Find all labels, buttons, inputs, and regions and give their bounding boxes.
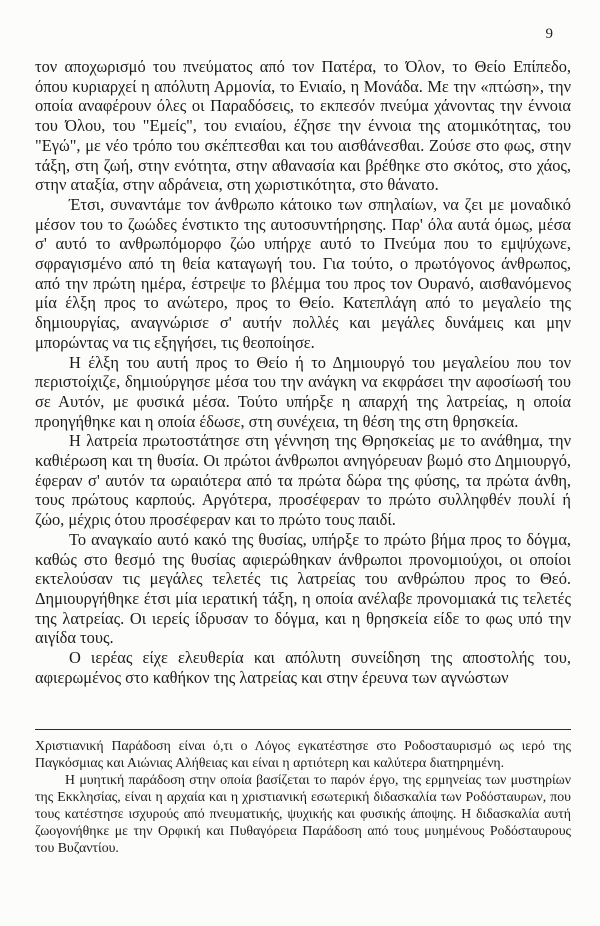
footnote-separator-rule <box>35 729 571 730</box>
body-paragraph: Η λατρεία πρωτοστάτησε στη γέννηση της Θρησκείας με το ανάθημα, την καθιέρωση και τη θυσία. Οι πρώτοι άνθρωποι ανηγόρευαν βωμό στο Δημιουργό, έφεραν σ' αυτόν τα ωραιότερα από τα πρώτα δώρα της φύσης, τα πρώτα άνθη, τους πρώτους καρπούς. Αργότερα, προσέφεραν το πρώτο συλληφθέν πουλί ή ζώο, μέχρις ότου προσέφεραν και το πρώτο τους παιδί. <box>35 431 571 530</box>
page-number: 9 <box>545 26 553 42</box>
footnote-block <box>35 737 571 856</box>
body-paragraph: Έτσι, συναντάμε τον άνθρωπο κάτοικο των σπηλαίων, να ζει με μοναδικό μέσον του το ζωώδες ένστικτο της αυτοσυντήρησης. Παρ' όλα αυτά όμως, μέσα σ' αυτό το ανθρωπόμορφο ζώο υπήρχε αυτό το Πνεύμα που το εμψύχωνε, σφραγισμένο από τη θεία καταγωγή του. Για τούτο, ο πρωτόγονος άνθρωπος, από την πρώτη ημέρα, έστρεψε το βλέμμα του προς τον Ουρανό, αισθανόμενος μία έλξη προς το ανώτερο, προς το Θείο. Κατεπλάγη από το μεγαλείο της δημιουργίας, αναγνώρισε σ' αυτήν πολλές και μεγάλες δυνάμεις και μην μπορώντας να τις εξηγήσει, τις θεοποίησε. <box>35 194 571 352</box>
body-paragraph: Η έλξη του αυτή προς το Θείο ή το Δημιουργό του μεγαλείου που τον περιστοίχιζε, δημιούργησε μέσα του την ανάγκη να εκφράσει την αφοσίωσή του σε Αυτόν, με φυσικά μέσα. Τούτο υπήρξε η απαρχή της λατρείας, η οποία προηγήθηκε και η οποία έδωσε, στη συνέχεια, τη θέση της στη θρησκεία. <box>35 352 571 431</box>
footnote-paragraph-continuation: Χριστιανική Παράδοση είναι ό,τι ο Λόγος εγκατέστησε στο Ροδοσταυρισμό ως ιερό της Παγκόσμιας και Αιώνιας Αλήθειας και είναι η αρτιότερη και καλύτερα διατηρημένη. <box>35 738 571 770</box>
body-paragraph: Ο ιερέας είχε ελευθερία και απόλυτη συνείδηση της αποστολής του, αφιερωμένος στο καθήκον της λατρείας και στην έρευνα των αγνώστων <box>35 648 571 687</box>
footnote-paragraph: Η μυητική παράδοση στην οποία βασίζεται το παρόν έργο, της ερμηνείας των μυστηρίων της Εκκλησίας, είναι η αρχαία και η χριστιανική εσωτερική διδασκαλία των Ροδόσταυρων, που τους κατέστησε ισχυρούς από πνευματικής, ψυχικής και φυσικής άποψης. Η διδασκαλία αυτή ζωογονήθηκε με την Ορφική και Πυθαγόρεια Παράδοση από τους μυημένους Ροδόσταυρους του Βυζαντίου. <box>35 772 571 855</box>
body-paragraph-continuation: τον αποχωρισμό του πνεύματος από τον Πατέρα, το Όλον, το Θείο Επίπεδο, όπου κυριαρχεί η απόλυτη Αρμονία, το Ενιαίο, η Μονάδα. Με την «πτώση», την οποία αναφέρουν όλες οι Παραδόσεις, το εκπεσόν πνεύμα χάνοντας την έννοια του Όλου, του "Εμείς", του ενιαίου, έζησε την έννοια της ατομικότητας, του "Εγώ", με νέο τρόπο του σκέπτεσθαι και του αισθάνεσθαι. Ζούσε στο φως, στην τάξη, στη ζωή, στην ενότητα, στην αθανασία και βρέθηκε στο σκότος, στο χάος, στην αταξία, στην αδράνεια, στη χωριστικότητα, στο θάνατο. <box>35 57 571 195</box>
body-text-block <box>35 57 571 688</box>
body-paragraph: Το αναγκαίο αυτό κακό της θυσίας, υπήρξε το πρώτο βήμα προς το δόγμα, καθώς στο θεσμό της θυσίας αφιερώθηκαν άνθρωποι προνομιούχοι, οι οποίοι εκτελούσαν τις μεγάλες τελετές τις λατρείας του ανθρώπου προς το Θεό. Δημιουργήθηκε έτσι μία ιερατική τάξη, η οποία ανέλαβε προνομιακά τις τελετές της λατρείας. Οι ιερείς ίδρυσαν το δόγμα, και η θρησκεία είδε το φως υπό την αιγίδα τους. <box>35 529 571 648</box>
